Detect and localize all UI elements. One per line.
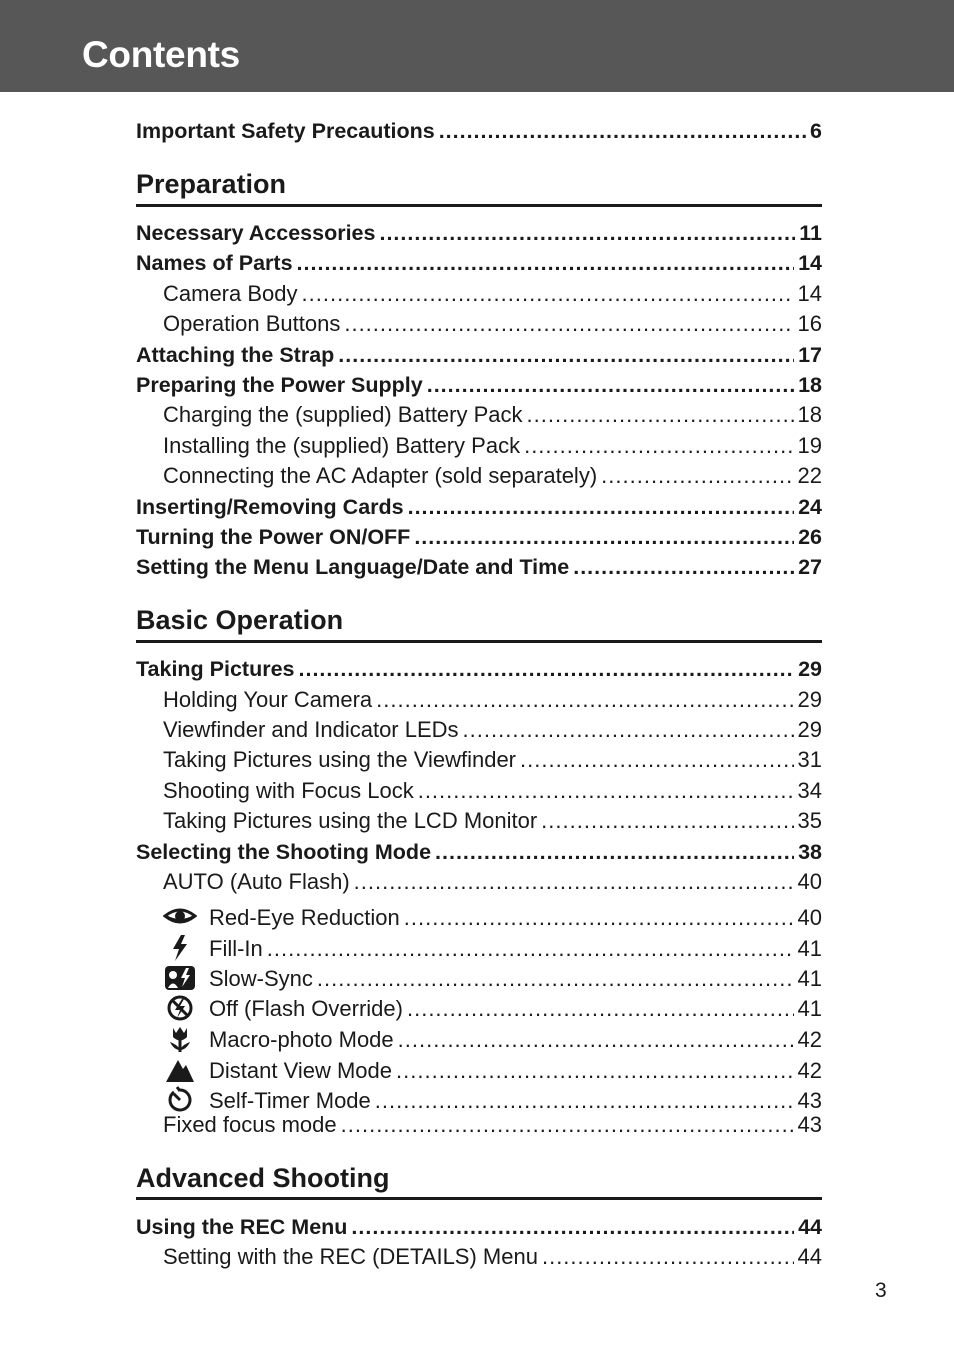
page-title: Contents bbox=[82, 34, 240, 75]
toc-entry-page: 27 bbox=[798, 555, 822, 579]
toc-entry-page: 17 bbox=[798, 343, 822, 367]
toc-entry-page: 29 bbox=[797, 687, 822, 712]
dot-leader bbox=[573, 552, 794, 582]
toc-subentry-red-eye[interactable] bbox=[136, 897, 822, 930]
dot-leader bbox=[379, 218, 795, 248]
toc-subentry-fill-in[interactable] bbox=[136, 928, 822, 961]
toc-entry-page: 14 bbox=[798, 251, 822, 275]
toc-entry-label: Fixed focus mode bbox=[163, 1112, 337, 1137]
section-rule bbox=[136, 1197, 822, 1200]
toc-subentry[interactable] bbox=[136, 806, 822, 836]
toc-entry-page: 11 bbox=[799, 221, 822, 245]
toc-subentry-flash-off[interactable] bbox=[136, 988, 822, 1021]
dot-leader bbox=[542, 1242, 794, 1272]
toc-entry-label: Viewfinder and Indicator LEDs bbox=[163, 717, 459, 742]
dot-leader bbox=[351, 1212, 794, 1242]
section-rule bbox=[136, 204, 822, 207]
dot-leader bbox=[524, 431, 793, 461]
toc-entry-label: Off (Flash Override) bbox=[209, 996, 403, 1021]
dot-leader bbox=[338, 340, 794, 370]
toc-entry-label: Selecting the Shooting Mode bbox=[136, 840, 432, 864]
toc-entry-page: 19 bbox=[797, 433, 822, 458]
toc-entry-label: Names of Parts bbox=[136, 251, 293, 275]
toc-entry-label: Installing the (supplied) Battery Pack bbox=[163, 433, 521, 458]
toc-entry-page: 43 bbox=[797, 1088, 822, 1113]
toc-entry-label: Connecting the AC Adapter (sold separately) bbox=[163, 463, 598, 488]
toc-entry-label: Shooting with Focus Lock bbox=[163, 778, 414, 803]
toc-entry-page: 42 bbox=[797, 1058, 822, 1083]
toc-entry-label: Turning the Power ON/OFF bbox=[136, 525, 411, 549]
toc-entry-page: 16 bbox=[797, 311, 822, 336]
dot-leader bbox=[427, 370, 794, 400]
toc-entry-label: Fill-In bbox=[209, 936, 263, 961]
toc-subentry[interactable] bbox=[136, 867, 822, 897]
dot-leader bbox=[463, 715, 794, 745]
toc-entry-page: 18 bbox=[797, 402, 822, 427]
dot-leader bbox=[344, 309, 793, 339]
toc-entry[interactable] bbox=[136, 248, 822, 278]
toc-subentry-self-timer[interactable] bbox=[136, 1080, 822, 1113]
section-rule bbox=[136, 640, 822, 643]
toc-subentry[interactable] bbox=[136, 279, 822, 309]
toc-entry-page: 41 bbox=[797, 966, 822, 991]
toc-entry[interactable] bbox=[136, 370, 822, 400]
dot-leader bbox=[435, 837, 794, 867]
toc-entry-page: 42 bbox=[797, 1027, 822, 1052]
dot-leader bbox=[341, 1110, 794, 1140]
macro-tulip-icon bbox=[163, 1025, 197, 1053]
toc-entry-label: Holding Your Camera bbox=[163, 687, 373, 712]
dot-leader bbox=[302, 279, 794, 309]
toc-entry[interactable] bbox=[136, 837, 822, 867]
toc-entry-label: Necessary Accessories bbox=[136, 221, 376, 245]
toc-subentry[interactable] bbox=[136, 685, 822, 715]
toc-entry-label: Taking Pictures using the Viewfinder bbox=[163, 747, 517, 772]
toc-entry[interactable] bbox=[136, 218, 822, 248]
dot-leader bbox=[414, 522, 794, 552]
flash-off-icon bbox=[163, 994, 197, 1022]
toc-entry-label: Taking Pictures bbox=[136, 657, 295, 681]
dot-leader bbox=[527, 400, 794, 430]
toc-subentry[interactable] bbox=[136, 309, 822, 339]
toc-entry-label: Charging the (supplied) Battery Pack bbox=[163, 402, 523, 427]
toc-entry-label: Setting with the REC (DETAILS) Menu bbox=[163, 1244, 538, 1269]
toc-entry-label: Taking Pictures using the LCD Monitor bbox=[163, 808, 538, 833]
toc-entry-page: 18 bbox=[798, 373, 822, 397]
toc-subentry[interactable] bbox=[136, 776, 822, 806]
toc-entry-page: 38 bbox=[798, 840, 822, 864]
toc-entry-page: 29 bbox=[798, 657, 822, 681]
dot-leader bbox=[376, 685, 793, 715]
dot-leader bbox=[408, 492, 794, 522]
toc-entry[interactable] bbox=[136, 340, 822, 370]
toc-entry[interactable] bbox=[136, 522, 822, 552]
toc-subentry[interactable] bbox=[136, 715, 822, 745]
red-eye-icon bbox=[163, 903, 197, 931]
toc-entry[interactable] bbox=[136, 654, 822, 684]
toc-entry-label: Slow-Sync bbox=[209, 966, 313, 991]
toc-entry-page: 40 bbox=[797, 905, 822, 930]
toc-entry-label: Red-Eye Reduction bbox=[209, 905, 400, 930]
toc-subentry[interactable] bbox=[136, 400, 822, 430]
toc-entry-page: 41 bbox=[797, 936, 822, 961]
toc-subentry-slow-sync[interactable] bbox=[136, 958, 822, 991]
toc-entry-page: 44 bbox=[798, 1215, 822, 1239]
toc-entry-page: 44 bbox=[797, 1244, 822, 1269]
toc-entry-page: 26 bbox=[798, 525, 822, 549]
toc-entry-label: Preparing the Power Supply bbox=[136, 373, 423, 397]
toc-entry-page: 40 bbox=[797, 869, 822, 894]
toc-entry-page: 24 bbox=[798, 495, 822, 519]
dot-leader bbox=[354, 867, 794, 897]
toc-subentry-macro[interactable] bbox=[136, 1019, 822, 1052]
toc-entry-label: Using the REC Menu bbox=[136, 1215, 348, 1239]
dot-leader bbox=[299, 654, 795, 684]
dot-leader bbox=[520, 745, 794, 775]
dot-leader bbox=[439, 116, 806, 146]
section-title-advanced-shooting: Advanced Shooting bbox=[136, 1163, 390, 1193]
toc-entry-safety[interactable] bbox=[136, 116, 822, 146]
toc-subentry[interactable] bbox=[136, 461, 822, 491]
section-title-basic-operation: Basic Operation bbox=[136, 605, 344, 635]
toc-entry-page: 31 bbox=[797, 747, 822, 772]
toc-entry-page: 41 bbox=[797, 996, 822, 1021]
toc-entry-label: AUTO (Auto Flash) bbox=[163, 869, 350, 894]
toc-entry-page: 34 bbox=[797, 778, 822, 803]
toc-entry-label: Macro-photo Mode bbox=[209, 1027, 394, 1052]
section-title-preparation: Preparation bbox=[136, 169, 287, 199]
toc-entry-page: 35 bbox=[797, 808, 822, 833]
toc-entry-label: Distant View Mode bbox=[209, 1058, 393, 1083]
toc-entry-label: Attaching the Strap bbox=[136, 343, 335, 367]
toc-entry-page: 6 bbox=[810, 119, 822, 143]
toc-entry-label: Operation Buttons bbox=[163, 311, 341, 336]
toc-entry-page: 14 bbox=[797, 281, 822, 306]
dot-leader bbox=[541, 806, 793, 836]
toc-entry-page: 43 bbox=[797, 1112, 822, 1137]
toc-subentry[interactable] bbox=[136, 1242, 822, 1272]
page-number: 3 bbox=[875, 1279, 887, 1302]
toc-entry-label: Self-Timer Mode bbox=[209, 1088, 371, 1113]
dot-leader bbox=[418, 776, 794, 806]
toc-subentry-distant-view[interactable] bbox=[136, 1050, 822, 1083]
toc-entry-label: Setting the Menu Language/Date and Time bbox=[136, 555, 570, 579]
toc-subentry[interactable] bbox=[136, 745, 822, 775]
toc-subentry[interactable] bbox=[136, 431, 822, 461]
toc-entry-label: Important Safety Precautions bbox=[136, 119, 435, 143]
toc-entry[interactable] bbox=[136, 1212, 822, 1242]
dot-leader bbox=[601, 461, 793, 491]
toc-entry-label: Inserting/Removing Cards bbox=[136, 495, 404, 519]
toc-subentry[interactable] bbox=[136, 1110, 822, 1140]
toc-entry[interactable] bbox=[136, 552, 822, 582]
toc-entry[interactable] bbox=[136, 492, 822, 522]
toc-entry-page: 29 bbox=[797, 717, 822, 742]
toc-entry-page: 22 bbox=[797, 463, 822, 488]
toc-entry-label: Camera Body bbox=[163, 281, 298, 306]
dot-leader bbox=[297, 248, 795, 278]
